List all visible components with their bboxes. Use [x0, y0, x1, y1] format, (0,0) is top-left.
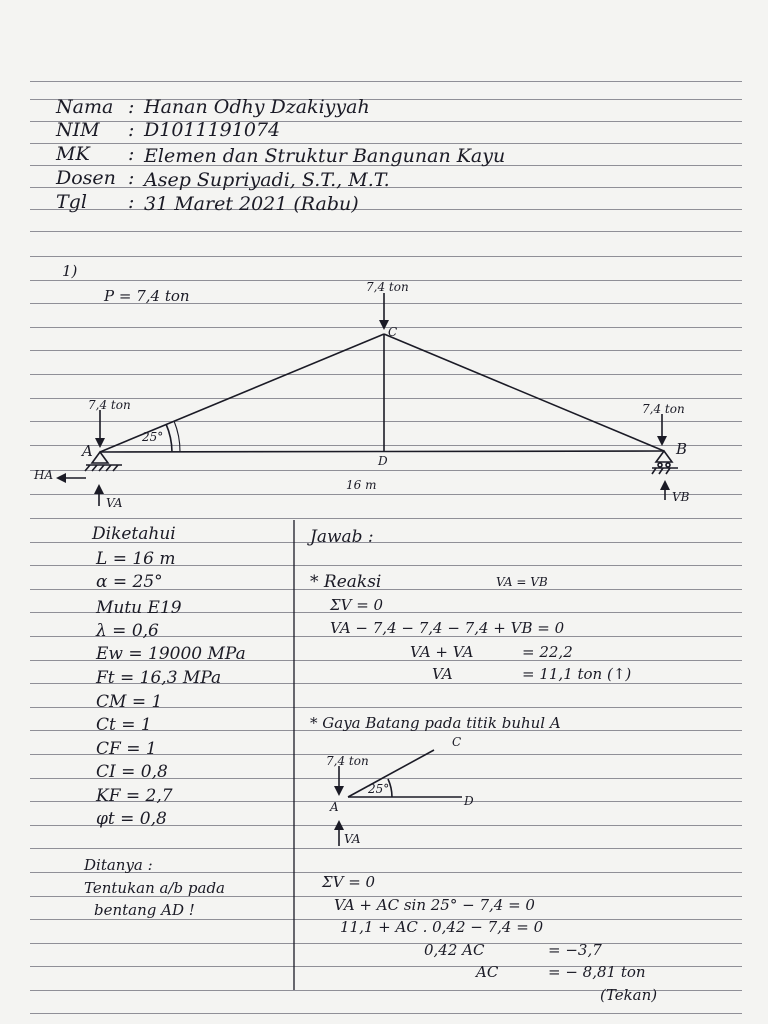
- equation: VA: [432, 665, 453, 683]
- known-item: KF = 2,7: [96, 786, 173, 806]
- angle-label: 25°: [142, 430, 164, 444]
- truss-members: [100, 334, 664, 452]
- equation: 0,42 AC: [424, 941, 485, 959]
- fbd-load-label: 7,4 ton: [326, 754, 369, 768]
- known-item: Ew = 19000 MPa: [96, 644, 246, 664]
- compression-note: (Tekan): [600, 986, 658, 1004]
- known-item: L = 16 m: [96, 549, 176, 569]
- colon: :: [128, 119, 135, 141]
- label-nim: NIM: [56, 119, 100, 141]
- equation: = 22,2: [522, 643, 573, 661]
- label-nama: Nama: [56, 96, 114, 118]
- asked-heading: Ditanya :: [84, 856, 153, 874]
- equation: 11,1 + AC . 0,42 − 7,4 = 0: [340, 918, 544, 936]
- support-b: [652, 451, 678, 474]
- fbd-angle: 25°: [368, 782, 390, 796]
- equation: AC: [476, 963, 499, 981]
- reaction-title: * Reaksi: [310, 572, 382, 592]
- equation: VA + VA: [410, 643, 474, 661]
- equation: ΣV = 0: [322, 873, 376, 891]
- value-nama: Hanan Odhy Dzakiyyah: [144, 96, 370, 118]
- value-nim: D1011191074: [144, 119, 281, 141]
- equation: ΣV = 0: [330, 596, 384, 614]
- equation: VA + AC sin 25° − 7,4 = 0: [334, 896, 535, 914]
- right-load-label: 7,4 ton: [642, 402, 685, 416]
- fbd-va: VA: [344, 832, 361, 846]
- equation: = 11,1 ton (↑): [522, 665, 632, 683]
- node-c-label: C: [388, 325, 398, 339]
- fbd-node-c: C: [452, 735, 462, 749]
- known-item: φt = 0,8: [96, 809, 167, 829]
- known-item: CM = 1: [96, 692, 163, 712]
- span-label: 16 m: [346, 478, 377, 492]
- load-statement: P = 7,4 ton: [104, 287, 190, 305]
- node-d-label: D: [378, 454, 388, 468]
- equation: = − 8,81 ton: [548, 963, 646, 981]
- load-arrows: [95, 293, 667, 448]
- colon: :: [128, 191, 135, 213]
- colon: :: [128, 96, 135, 118]
- equation: VA − 7,4 − 7,4 − 7,4 + VB = 0: [330, 619, 565, 637]
- colon: :: [128, 143, 135, 165]
- known-item: Ct = 1: [96, 715, 152, 735]
- asked-line: bentang AD !: [94, 901, 195, 919]
- label-dosen: Dosen: [56, 167, 116, 189]
- problem-number: 1): [62, 262, 78, 280]
- va-label: VA: [106, 496, 123, 510]
- node-b-label: B: [676, 440, 688, 458]
- angle-arc: [166, 421, 180, 452]
- fbd-node-a: A: [330, 800, 339, 814]
- left-load-label: 7,4 ton: [88, 398, 131, 412]
- node-a-title: * Gaya Batang pada titik buhul A: [310, 714, 561, 732]
- fbd-node-d: D: [464, 794, 474, 808]
- colon: :: [128, 167, 135, 189]
- ha-label: HA: [34, 468, 54, 482]
- label-tgl: Tgl: [56, 191, 87, 213]
- known-item: Ft = 16,3 MPa: [96, 668, 222, 688]
- known-item: λ = 0,6: [96, 621, 159, 641]
- known-item: Mutu E19: [96, 598, 182, 618]
- asked-line: Tentukan a/b pada: [84, 879, 225, 897]
- top-load-label: 7,4 ton: [366, 280, 409, 294]
- known-heading: Diketahui: [92, 524, 176, 544]
- symmetry-equation: VA = VB: [496, 575, 548, 589]
- node-a-label: A: [82, 442, 93, 460]
- known-item: α = 25°: [96, 572, 163, 592]
- known-item: CI = 0,8: [96, 762, 168, 782]
- known-item: CF = 1: [96, 739, 157, 759]
- equation: = −3,7: [548, 941, 602, 959]
- vb-label: VB: [672, 490, 690, 504]
- value-dosen: Asep Supriyadi, S.T., M.T.: [144, 169, 390, 191]
- answer-heading: Jawab :: [310, 527, 374, 547]
- value-tgl: 31 Maret 2021 (Rabu): [144, 193, 359, 215]
- label-mk: MK: [56, 143, 90, 165]
- value-mk: Elemen dan Struktur Bangunan Kayu: [144, 145, 506, 167]
